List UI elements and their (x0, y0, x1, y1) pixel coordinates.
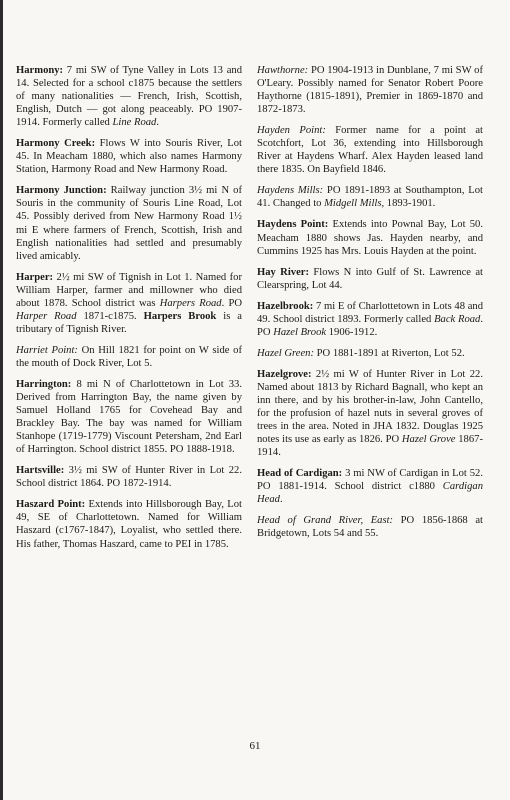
entry-text: . PO (257, 313, 483, 338)
entry-headword: Harrington: (16, 378, 72, 390)
entry-text: Former name for a point at Scotchfort, Lot 36, extending into Hillsborough River at Haydens Wharf. Alex Hayden leased land there 1835. On Bayfield 1846. (257, 125, 484, 176)
gazetteer-entry (257, 218, 483, 257)
entry-headword: Haszard Point: (16, 499, 86, 511)
entry-text: 1867-1914. (257, 434, 483, 459)
entry-headword: Haydens Point: (257, 219, 329, 231)
entry-headword: Hartsville: (16, 465, 65, 477)
entry-text: PO 1881-1891 at Riverton, Lot 52. (313, 347, 465, 359)
entry-text: Flows N into Gulf of St. Lawrence at Clearspring, Lot 44. (257, 266, 483, 291)
gazetteer-entry (257, 266, 483, 292)
entry-text: . (156, 117, 160, 129)
gazetteer-entry (257, 300, 483, 339)
entry-text: Harper Road (16, 310, 77, 322)
entry-text: Railway junction 3½ mi N of Souris in the community of Souris Line Road, Lot 45. Possibly derived from New Harmony Road 1½ mi E where farmers of French, Scottish, Irish and English nationalities had settled and presumably lived amicably. (16, 185, 242, 262)
entry-headword: Hazelbrook: (257, 300, 314, 312)
left-column (16, 64, 242, 559)
entry-text: Harpers Brook (143, 310, 217, 322)
entry-text: Hazel Grove (401, 434, 456, 446)
gazetteer-entry (16, 271, 242, 336)
entry-headword: Hazel Green: (257, 347, 314, 359)
gazetteer-entry (16, 344, 242, 370)
gazetteer-entry (257, 347, 483, 360)
gazetteer-entry (16, 378, 242, 456)
entry-text: 7 mi SW of Tyne Valley in Lots 13 and 14. Selected for a school c1875 because the settlers of many nationalities — French, Irish, Scottish, English, Dutch — got along peaceably. PO 1907-1914. Formerly called (16, 65, 242, 129)
entry-text: 3½ mi SW of Hunter River in Lot 22. School district 1864. PO 1872-1914. (16, 465, 242, 490)
gazetteer-entry (16, 137, 242, 176)
entry-text: . (279, 494, 283, 506)
entry-text: Back Road (434, 313, 481, 325)
entry-headword: Head of Cardigan: (257, 468, 343, 480)
page-edge (0, 0, 3, 800)
entry-text: Midgell Mills, (324, 198, 385, 210)
gazetteer-entry (257, 514, 483, 540)
entry-text: Hazel Brook (273, 326, 327, 338)
entry-text: 2½ mi W of Hunter River in Lot 22. Named about 1813 by Richard Bagnall, who kept an inn there, and by his brother-in-law, John Cantello, for the profusion of hazel nuts in several groves of trees in the area. Noted in JHA 1832. Douglas 1925 notes its use as early as 1826. PO (257, 368, 483, 446)
gazetteer-entry (257, 124, 483, 176)
entry-headword: Hazelgrove: (257, 368, 312, 380)
entry-text: PO 1904-1913 in Dunblane, 7 mi SW of O'Leary. Possibly named for Senator Robert Poore Haythorne (1815-1891), Premier in 1869-1870 and 1872-1873. (257, 65, 483, 116)
entry-text: 1906-1912. (326, 326, 378, 338)
entry-text: 2½ mi SW of Tignish in Lot 1. Named for William Harper, farmer and millowner who died about 1878. School district was (16, 271, 242, 309)
gazetteer-entry (16, 184, 242, 262)
entry-headword: Head of Grand River, East: (257, 515, 394, 527)
page-number: 61 (249, 740, 261, 752)
entry-text: On Hill 1821 for point on W side of the mouth of Dock River, Lot 5. (16, 344, 242, 369)
gazetteer-entry (16, 64, 242, 129)
entry-text: 1871-c1875. (76, 310, 144, 322)
entry-headword: Haydens Mills: (257, 185, 324, 197)
gazetteer-entry (257, 184, 483, 210)
entry-headword: Hawthorne: (257, 65, 309, 76)
entry-text: is a tributary of Tignish River. (16, 310, 242, 335)
entry-text: Cardigan Head (257, 481, 483, 506)
gazetteer-entry (16, 464, 242, 490)
entry-text: PO 1856-1868 at Bridgetown, Lots 54 and 55. (257, 515, 483, 540)
entry-headword: Hayden Point: (257, 125, 326, 137)
gazetteer-entry (257, 467, 483, 506)
entry-text: . PO (221, 297, 243, 309)
gazetteer-entry (257, 368, 483, 459)
entry-headword: Hay River: (257, 266, 310, 278)
entry-headword: Harmony: (16, 65, 64, 76)
entry-headword: Harmony Junction: (16, 185, 107, 197)
entry-text: PO 1891-1893 at Southampton, Lot 41. Changed to (257, 185, 483, 210)
gazetteer-entry (16, 498, 242, 550)
entry-text: 1893-1901. (384, 198, 436, 210)
entry-headword: Harmony Creek: (16, 138, 96, 150)
entry-text: Extends into Hillsborough Bay, Lot 49, SE of Charlottetown. Named for William Haszard (c1767-1847), Loyalist, who settled there. His father, Thomas Haszard, came to PEI in 1785. (16, 499, 242, 550)
entry-text: Harpers Road (159, 297, 222, 309)
entry-text: 7 mi E of Charlottetown in Lots 48 and 49. School district 1893. Formerly called (257, 300, 483, 325)
gazetteer-entry (257, 64, 483, 116)
entry-text: Extends into Pownal Bay, Lot 50. Meacham 1880 shows Jas. Hayden nearby, and Cummins 1925 has Mrs. Louis Hayden at the point. (257, 219, 484, 257)
entry-text: Line Road (112, 117, 157, 129)
entry-text: 8 mi N of Charlottetown in Lot 33. Derived from Harrington Bay, the name given by Samuel Holland 1765 for Covehead Bay and Brackley Bay. The bay was named for William Stanhope (1719-1779) Viscount Petersham, 2nd Earl of Harrington. School district 1855. PO 1888-1918. (16, 378, 242, 456)
entry-text: Flows W into Souris River, Lot 45. In Meacham 1880, which also names Harmony Station, Harmony Road and New Harmony Road. (16, 138, 242, 176)
entry-text: 3 mi NW of Cardigan in Lot 52. PO 1881-1914. School district c1880 (257, 468, 483, 493)
right-column (257, 64, 483, 548)
entry-headword: Harper: (16, 271, 54, 283)
entry-headword: Harriet Point: (16, 344, 78, 356)
